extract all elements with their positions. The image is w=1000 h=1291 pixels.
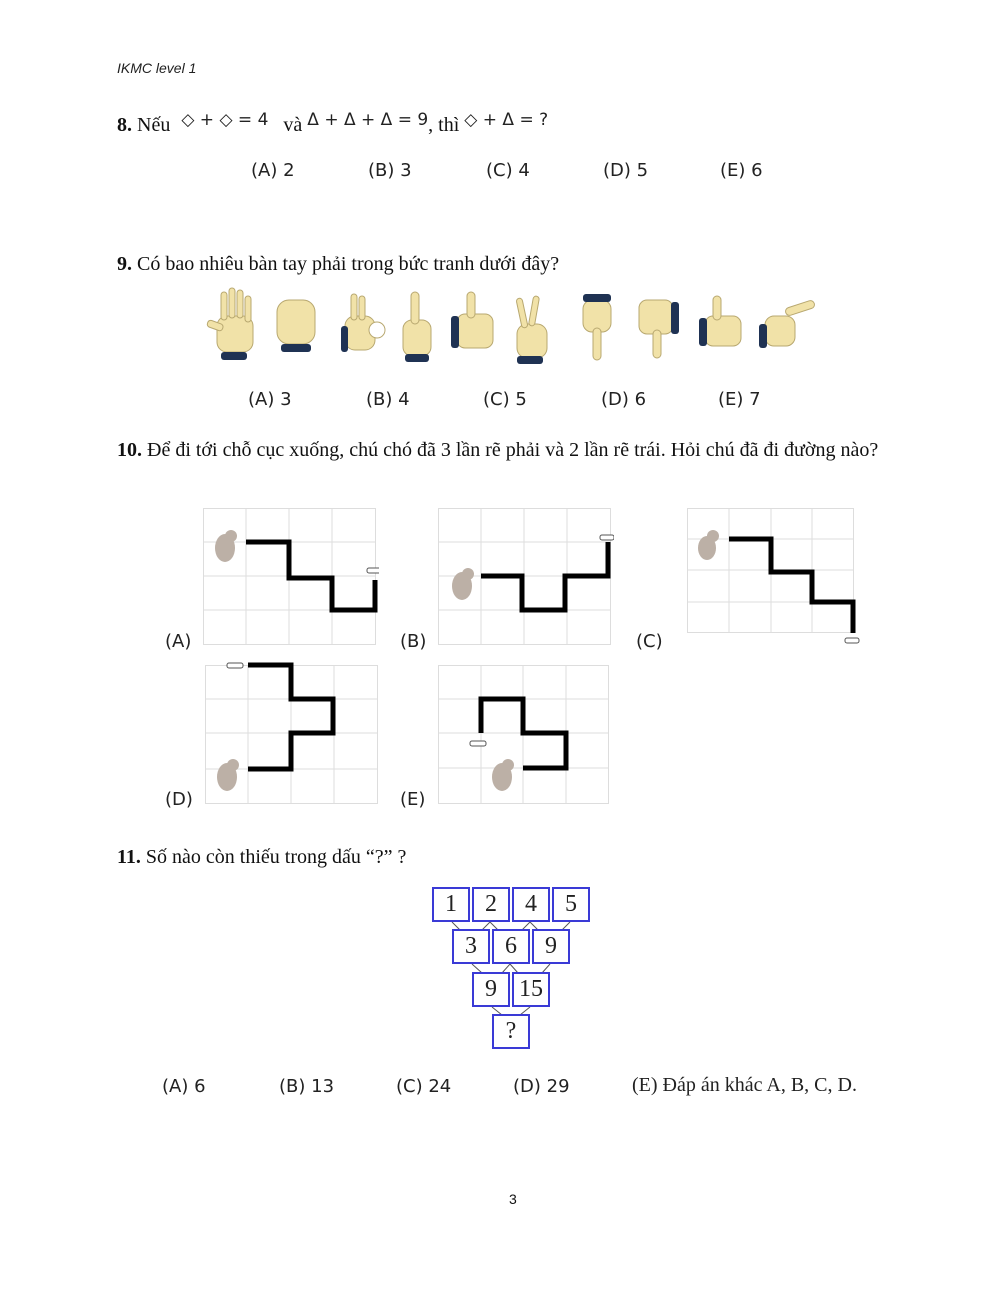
hand-thumbs-up-icon <box>451 292 493 348</box>
question-text: Có bao nhiêu bàn tay phải trong bức tranh dưới đây? <box>137 253 560 275</box>
question-number: 10. <box>117 439 142 461</box>
bone-icon <box>227 663 243 668</box>
option-d[interactable]: (D) 29 <box>513 1076 570 1097</box>
option-b-label[interactable]: (B) <box>400 631 427 652</box>
hand-open-palm-icon <box>206 288 253 360</box>
question-8 <box>117 106 548 139</box>
dog-icon <box>492 759 514 791</box>
option-a[interactable]: (A) 2 <box>251 160 295 181</box>
pyramid-cell: 1 <box>432 887 470 922</box>
option-e[interactable]: (E) 7 <box>718 389 761 410</box>
pyramid-cell: 6 <box>492 929 530 964</box>
equation-2: Δ + Δ + Δ = 9 <box>307 110 429 130</box>
option-e[interactable]: (E) 6 <box>720 160 763 181</box>
hand-index-up-icon <box>403 292 431 362</box>
option-b[interactable]: (B) 13 <box>279 1076 335 1097</box>
maze-option-b[interactable] <box>438 508 614 653</box>
option-d[interactable]: (D) 5 <box>603 160 649 181</box>
pyramid-cell: 2 <box>472 887 510 922</box>
pyramid-cell: 9 <box>532 929 570 964</box>
question-number: 8. <box>117 114 132 136</box>
option-c[interactable]: (C) 24 <box>396 1076 452 1097</box>
hand-thumbs-down-icon <box>639 300 679 358</box>
pyramid-cell: 9 <box>472 972 510 1007</box>
option-d-label[interactable]: (D) <box>165 789 193 810</box>
option-b[interactable]: (B) 4 <box>366 389 410 410</box>
hands-image <box>205 286 825 370</box>
dog-icon <box>215 530 237 562</box>
option-c-label[interactable]: (C) <box>636 631 663 652</box>
pyramid-cell: 3 <box>452 929 490 964</box>
bone-icon <box>470 741 486 746</box>
question-11 <box>117 843 406 871</box>
option-a[interactable]: (A) 3 <box>248 389 292 410</box>
maze-option-d[interactable] <box>205 661 381 816</box>
maze-option-c[interactable] <box>687 508 867 658</box>
question-text: Số nào còn thiếu trong dấu “?” ? <box>145 846 407 868</box>
option-e-label[interactable]: (E) <box>400 789 426 810</box>
hand-ok-icon <box>341 294 385 352</box>
document-header: IKMC level 1 <box>117 60 197 76</box>
hand-victory-icon <box>516 296 547 364</box>
pyramid-cell: 5 <box>552 887 590 922</box>
option-c[interactable]: (C) 4 <box>486 160 530 181</box>
equation-3: ◇ + Δ = ? <box>464 110 549 130</box>
question-number: 9. <box>117 253 132 275</box>
option-a[interactable]: (A) 6 <box>162 1076 206 1097</box>
page-number: 3 <box>509 1191 517 1207</box>
pyramid-cell: 4 <box>512 887 550 922</box>
question-text: Nếu <box>137 114 171 136</box>
equation-1: ◇ + ◇ = 4 <box>181 110 269 130</box>
question-number: 11. <box>117 846 141 868</box>
option-d[interactable]: (D) 6 <box>601 389 647 410</box>
option-a-label[interactable]: (A) <box>165 631 192 652</box>
question-text: và <box>283 114 303 136</box>
bone-icon <box>600 535 614 540</box>
bone-icon <box>845 638 859 643</box>
question-9 <box>117 250 559 278</box>
question-text: , thì <box>428 114 460 136</box>
bone-icon <box>367 568 379 573</box>
dog-icon <box>452 568 474 600</box>
question-text: Để đi tới chỗ cục xuống, chú chó đã 3 lần rẽ phải và 2 lần rẽ trái. Hỏi chú đã đi đường nào? <box>147 439 879 461</box>
hand-pointing-right-icon <box>759 300 816 348</box>
question-10 <box>117 436 897 464</box>
pyramid-cell-unknown: ? <box>492 1014 530 1049</box>
option-b[interactable]: (B) 3 <box>368 160 412 181</box>
hand-fist-icon <box>277 300 315 352</box>
hand-thumbs-up-icon <box>699 296 741 346</box>
option-e[interactable]: (E) Đáp án khác A, B, C, D. <box>632 1074 857 1096</box>
dog-icon <box>217 759 239 791</box>
hand-pointing-down-icon <box>583 294 611 360</box>
maze-option-e[interactable] <box>438 665 614 815</box>
option-c[interactable]: (C) 5 <box>483 389 527 410</box>
maze-option-a[interactable] <box>203 508 379 653</box>
number-pyramid <box>432 887 592 1052</box>
pyramid-cell: 15 <box>512 972 550 1007</box>
dog-icon <box>698 530 719 560</box>
